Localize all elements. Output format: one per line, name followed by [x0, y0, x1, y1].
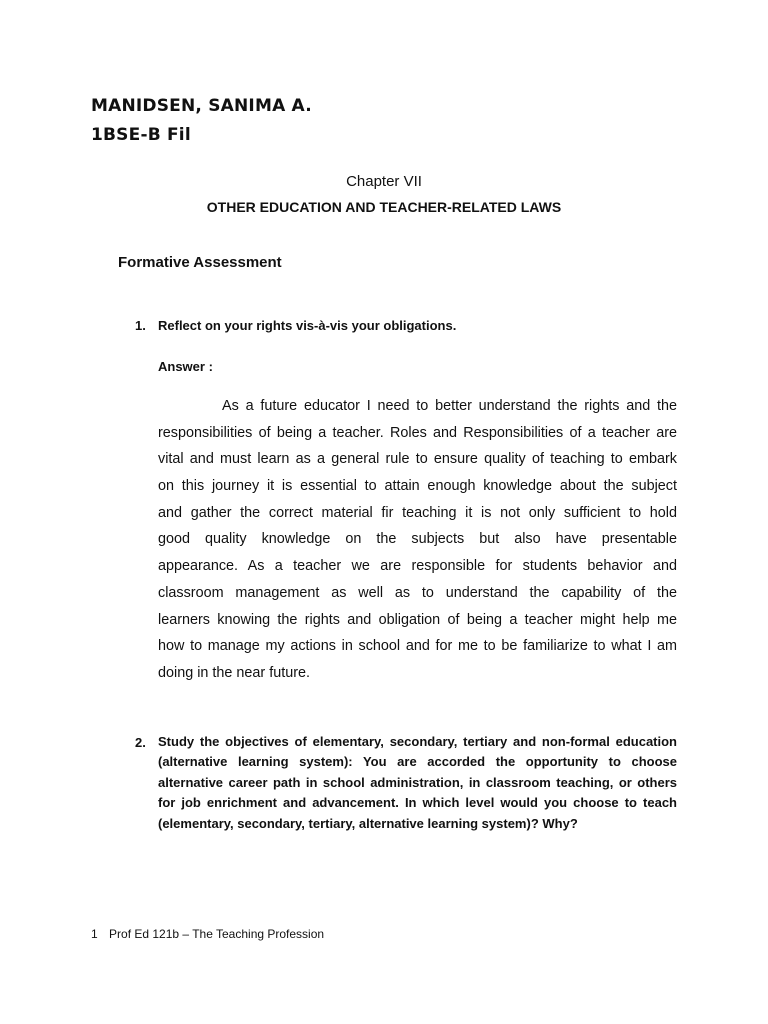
question-2-line: (alternative learning system): You are accorded the opportunity to choose: [158, 754, 677, 770]
chapter-label: Chapter VII: [346, 173, 422, 190]
chapter-title: OTHER EDUCATION AND TEACHER-RELATED LAWS: [206, 199, 562, 215]
answer-line: As a future educator I need to better understand the rights and the: [222, 398, 677, 414]
student-name: MANIDSEN, SANIMA A.: [91, 96, 312, 116]
answer-line: and gather the correct material fir teaching it is not only sufficient to hold: [158, 504, 677, 521]
answer-label: Answer :: [158, 359, 213, 374]
question-2-number: 2.: [135, 735, 146, 750]
question-2-line: for job enrichment and advancement. In which level would you choose to teach: [158, 795, 677, 811]
question-2-text: [158, 732, 677, 834]
answer-line: learners knowing the rights and obligation of being a teacher might help me: [158, 611, 677, 628]
answer-line: appearance. As a teacher we are responsible for students behavior and: [158, 558, 677, 575]
answer-line: on this journey it is essential to attain enough knowledge about the subject: [158, 478, 677, 495]
page-footer: [91, 927, 324, 941]
answer-line: vital and must learn as a general rule to ensure quality of teaching to embark: [158, 451, 677, 468]
student-section: 1BSE-B Fil: [91, 125, 191, 145]
answer-line: responsibilities of being a teacher. Roles and Responsibilities of a teacher are: [158, 424, 677, 441]
footer-course: Prof Ed 121b – The Teaching Profession: [109, 927, 325, 941]
answer-line: classroom management as well as to understand the capability of the: [158, 584, 677, 601]
question-2-line: Study the objectives of elementary, secondary, tertiary and non-formal education: [158, 734, 677, 749]
question-2-line: alternative career path in school administration, in classroom teaching, or others: [158, 774, 677, 790]
question-1-text: Reflect on your rights vis-à-vis your obligations.: [158, 318, 457, 333]
question-2-line: (elementary, secondary, tertiary, alternative learning system)? Why?: [158, 815, 578, 831]
question-1-number: 1.: [135, 318, 146, 333]
answer-line: how to manage my actions in school and for me to be familiarize to what I am: [158, 638, 677, 655]
footer-page-number: 1: [91, 927, 98, 941]
answer-line: doing in the near future.: [158, 664, 311, 681]
answer-paragraph: [158, 393, 677, 687]
section-heading: Formative Assessment: [118, 254, 282, 271]
answer-line: good quality knowledge on the subjects but also have presentable: [158, 531, 677, 548]
